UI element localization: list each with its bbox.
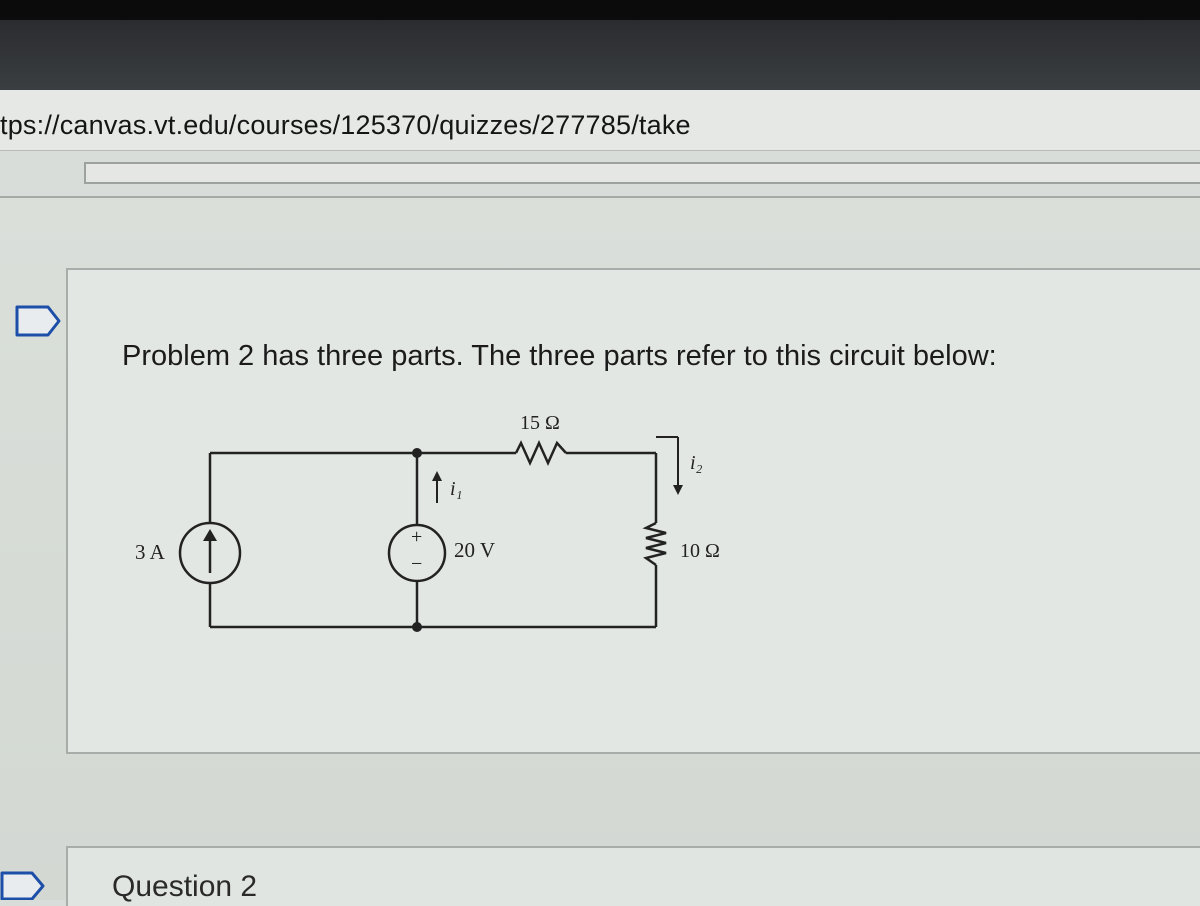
question-text: Problem 2 has three parts. The three parts refer to this circuit below: xyxy=(122,340,997,372)
resistor-15-ohm xyxy=(516,443,566,463)
current-i2-arrow xyxy=(656,437,678,487)
voltage-plus-sign: + xyxy=(411,526,423,548)
current-source-label: 3 A xyxy=(135,540,165,564)
top-node xyxy=(412,448,422,458)
resistor-10-ohm xyxy=(646,523,666,565)
screen-bezel xyxy=(0,0,1200,20)
browser-chrome xyxy=(0,20,1200,90)
quiz-toolbar xyxy=(84,162,1200,184)
flag-question-icon[interactable] xyxy=(14,304,62,338)
voltage-source-label: 20 V xyxy=(454,538,496,562)
next-question-title: Question 2 xyxy=(112,870,258,903)
current-source xyxy=(180,523,240,583)
bottom-node xyxy=(412,622,422,632)
current-i2-arrowhead xyxy=(673,485,683,495)
resistor-15-label: 15 Ω xyxy=(520,412,560,434)
voltage-minus-sign: − xyxy=(411,553,423,575)
url-text[interactable]: tps://canvas.vt.edu/courses/125370/quizzes/277785/take xyxy=(0,110,691,140)
resistor-10-label: 10 Ω xyxy=(680,540,720,562)
circuit-diagram xyxy=(110,405,750,655)
current-i2-label: i₂ xyxy=(690,452,703,474)
current-i1-label: i₁ xyxy=(450,478,463,500)
next-flag-question-icon[interactable] xyxy=(0,870,46,900)
current-i1-arrow xyxy=(432,471,442,503)
